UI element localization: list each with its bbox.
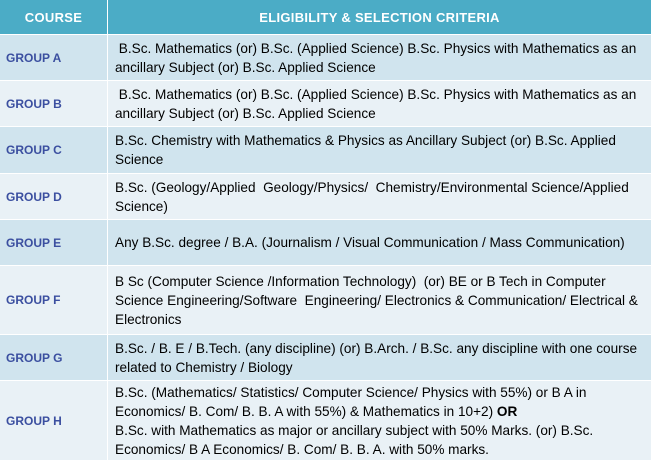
table-row bbox=[0, 335, 651, 381]
table-row bbox=[0, 127, 651, 174]
criteria-text: B.Sc. / B. E / B.Tech. (any discipline) (or) B.Arch. / B.Sc. any discipline with one course related to Chemistry / Biology bbox=[115, 340, 638, 375]
table-row bbox=[0, 81, 651, 127]
criteria-text: B Sc (Computer Science /Information Technology) (or) BE or B Tech in Computer Science Engineering/Software Engineering/ Electronics & Communication/ Electrical & Electronics bbox=[115, 273, 642, 327]
criteria-cell bbox=[108, 381, 651, 460]
criteria-cell bbox=[108, 220, 651, 265]
group-label: GROUP D bbox=[0, 174, 108, 219]
table-row bbox=[0, 35, 651, 81]
group-label: GROUP E bbox=[0, 220, 108, 265]
criteria-text bbox=[115, 383, 645, 459]
criteria-text-part1: B.Sc. (Mathematics/ Statistics/ Computer Science/ Physics with 55%) or B A in Economics/ B. Com/ B. B. A with 55%) & Mathematics in 10+2) bbox=[115, 384, 587, 419]
criteria-cell bbox=[108, 335, 651, 380]
group-label: GROUP A bbox=[0, 35, 108, 80]
criteria-text: B.Sc. (Geology/Applied Geology/Physics/ Chemistry/Environmental Science/Applied Science) bbox=[115, 179, 633, 214]
criteria-or-word: OR bbox=[496, 403, 518, 419]
criteria-cell bbox=[108, 81, 651, 126]
table-header-row bbox=[0, 0, 651, 35]
criteria-text: B.Sc. Mathematics (or) B.Sc. (Applied Science) B.Sc. Physics with Mathematics as an ancillary Subject (or) B.Sc. Applied Science bbox=[115, 40, 641, 75]
table-row bbox=[0, 174, 651, 220]
criteria-cell bbox=[108, 127, 651, 173]
course-column-header: COURSE bbox=[0, 0, 108, 34]
group-label: GROUP F bbox=[0, 266, 108, 334]
group-label: GROUP C bbox=[0, 127, 108, 173]
criteria-text: B.Sc. Mathematics (or) B.Sc. (Applied Science) B.Sc. Physics with Mathematics as an ancillary Subject (or) B.Sc. Applied Science bbox=[115, 86, 641, 121]
criteria-cell bbox=[108, 266, 651, 334]
criteria-column-header: ELIGIBILITY & SELECTION CRITERIA bbox=[259, 9, 500, 25]
table-row bbox=[0, 220, 651, 266]
group-label: GROUP G bbox=[0, 335, 108, 380]
criteria-text: B.Sc. Chemistry with Mathematics & Physics as Ancillary Subject (or) B.Sc. Applied Science bbox=[115, 133, 616, 167]
table-row bbox=[0, 381, 651, 461]
criteria-cell bbox=[108, 174, 651, 219]
group-label: GROUP H bbox=[0, 381, 108, 460]
criteria-text-part2: B.Sc. with Mathematics as major or ancillary subject with 50% Marks. (or) B.Sc. Economics/ B A Economics/ B. Com/ B. B. A. with 50% marks. bbox=[115, 422, 594, 457]
criteria-cell bbox=[108, 35, 651, 80]
table-row bbox=[0, 266, 651, 335]
group-label: GROUP B bbox=[0, 81, 108, 126]
criteria-text: Any B.Sc. degree / B.A. (Journalism / Visual Communication / Mass Communication) bbox=[115, 235, 625, 250]
